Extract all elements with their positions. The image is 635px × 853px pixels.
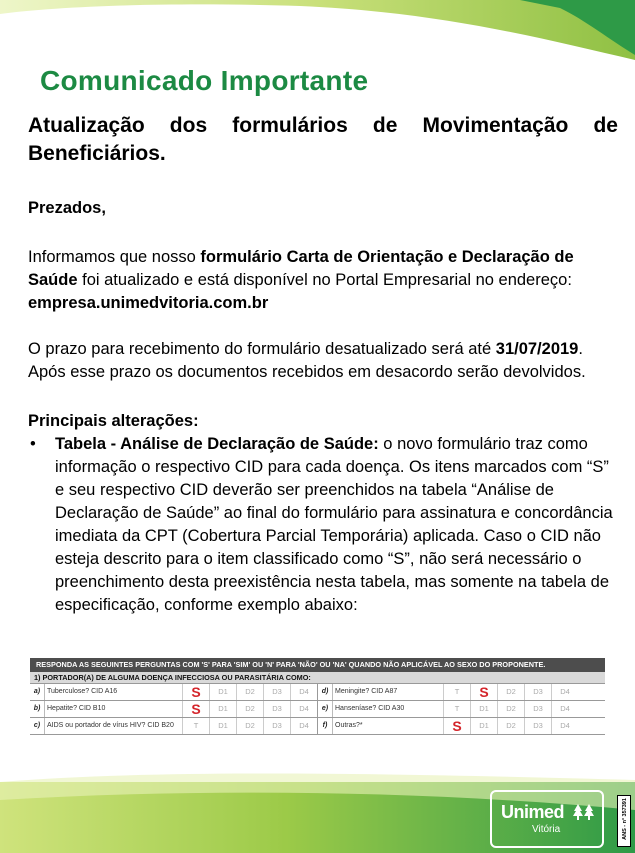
option-d4: D4	[290, 701, 317, 717]
document-body	[28, 112, 618, 617]
option-d1: D1	[209, 684, 236, 700]
option-d1: D1	[470, 718, 497, 734]
p1-text-1: Informamos que nosso	[28, 248, 201, 266]
question-a	[30, 684, 317, 700]
option-d2: D2	[236, 718, 263, 734]
option-d1: D1	[209, 701, 236, 717]
unimed-trees-icon	[573, 803, 595, 821]
paragraph-1	[28, 246, 618, 315]
option-d4: D4	[551, 684, 578, 700]
question-letter: d)	[321, 688, 329, 695]
question-letter: a)	[33, 688, 41, 695]
table-row	[30, 701, 605, 718]
option-d2: D2	[236, 701, 263, 717]
bullet-text	[55, 433, 618, 617]
form-header: RESPONDA AS SEGUINTES PERGUNTAS COM 'S' PARA 'SIM' OU 'N' PARA 'NÃO' OU 'NA' QUANDO NÃO APLICÁVEL AO SEXO DO PROPONENTE.	[30, 658, 605, 672]
option-d4: D4	[551, 701, 578, 717]
table-row	[30, 718, 605, 735]
question-text: Hepatite? CID B10	[44, 701, 182, 717]
question-text: AIDS ou portador de vírus HIV? CID B20	[44, 718, 182, 734]
option-d3: D3	[263, 684, 290, 700]
option-t: T	[443, 684, 470, 700]
answer-s: S	[470, 684, 497, 700]
option-d3: D3	[263, 701, 290, 717]
option-d3: D3	[263, 718, 290, 734]
option-d1: D1	[209, 718, 236, 734]
page-title: Comunicado Importante	[40, 65, 369, 96]
bullet-body: o novo formulário traz como informação o respectivo CID para cada doença. Os itens marcados com “S” e seu respectivo CID deverão ser preenchidos na tabela “Análise de Declaração de Saúde” ao final do formulário para assinatura e concordância imediata da CPT (Cobertura Parcial Temporária) aplicada. Caso o CID não esteja descrito para o item classificado como “S”, não será necessário o preenchimento desta preexistência nesta tabela, mas somente na tabela de especificação, conforme exemplo abaixo:	[55, 435, 613, 614]
unimed-logo	[490, 790, 604, 848]
question-c	[30, 718, 317, 734]
answer-s: S	[182, 701, 209, 717]
option-d3: D3	[524, 701, 551, 717]
question-b	[30, 701, 317, 717]
ans-registration-badge	[617, 795, 631, 847]
question-letter: c)	[33, 722, 41, 729]
p1-form-name: formulário Carta de Orientação e Declaração de Saúde	[28, 248, 574, 289]
option-d2: D2	[497, 701, 524, 717]
question-text: Outras?*	[332, 718, 443, 734]
answer-s: S	[182, 684, 209, 700]
option-d2: D2	[236, 684, 263, 700]
option-d3: D3	[524, 718, 551, 734]
p1-portal-url: empresa.unimedvitoria.com.br	[28, 294, 269, 312]
bullet-lead: Tabela - Análise de Declaração de Saúde:	[55, 435, 379, 453]
ans-number: ANS - nº 357391	[622, 798, 628, 840]
option-d1: D1	[470, 701, 497, 717]
form-section-title: 1) PORTADOR(A) DE ALGUMA DOENÇA INFECCIOSA OU PARASITÁRIA COMO:	[30, 672, 605, 684]
p2-deadline: 31/07/2019	[495, 340, 579, 358]
answer-s: S	[443, 718, 470, 734]
option-d2: D2	[497, 718, 524, 734]
changes-heading: Principais alterações:	[28, 412, 199, 430]
question-text: Tuberculose? CID A16	[44, 684, 182, 700]
logo-subtitle: Vitória	[532, 824, 561, 835]
bullet-item	[28, 433, 618, 617]
p2-text-2: . Após esse prazo os documentos recebidos em desacordo serão devolvidos.	[28, 340, 586, 381]
question-letter: f)	[322, 722, 328, 729]
option-t: T	[443, 701, 470, 717]
question-e	[317, 701, 604, 717]
question-letter: b)	[33, 705, 41, 712]
question-f	[317, 718, 604, 734]
p1-text-2: foi atualizado e está disponível no Portal Empresarial no endereço:	[77, 271, 572, 289]
question-letter: e)	[321, 705, 329, 712]
option-d3: D3	[524, 684, 551, 700]
question-text: Hanseníase? CID A30	[332, 701, 443, 717]
subtitle: Atualização dos formulários de Movimentação de Beneficiários.	[28, 114, 618, 165]
p2-text-1: O prazo para recebimento do formulário desatualizado será até	[28, 340, 496, 358]
form-example-table	[30, 658, 605, 735]
option-d4: D4	[290, 718, 317, 734]
option-d2: D2	[497, 684, 524, 700]
greeting: Prezados,	[28, 199, 106, 217]
question-text: Meningite? CID A87	[332, 684, 443, 700]
option-d4: D4	[551, 718, 578, 734]
paragraph-2	[28, 338, 618, 384]
logo-name: Unimed	[501, 802, 565, 822]
option-d4: D4	[290, 684, 317, 700]
option-t: T	[182, 718, 209, 734]
top-decorative-band	[0, 0, 635, 60]
table-row	[30, 684, 605, 701]
bullet-symbol: •	[30, 435, 36, 453]
question-d	[317, 684, 604, 700]
